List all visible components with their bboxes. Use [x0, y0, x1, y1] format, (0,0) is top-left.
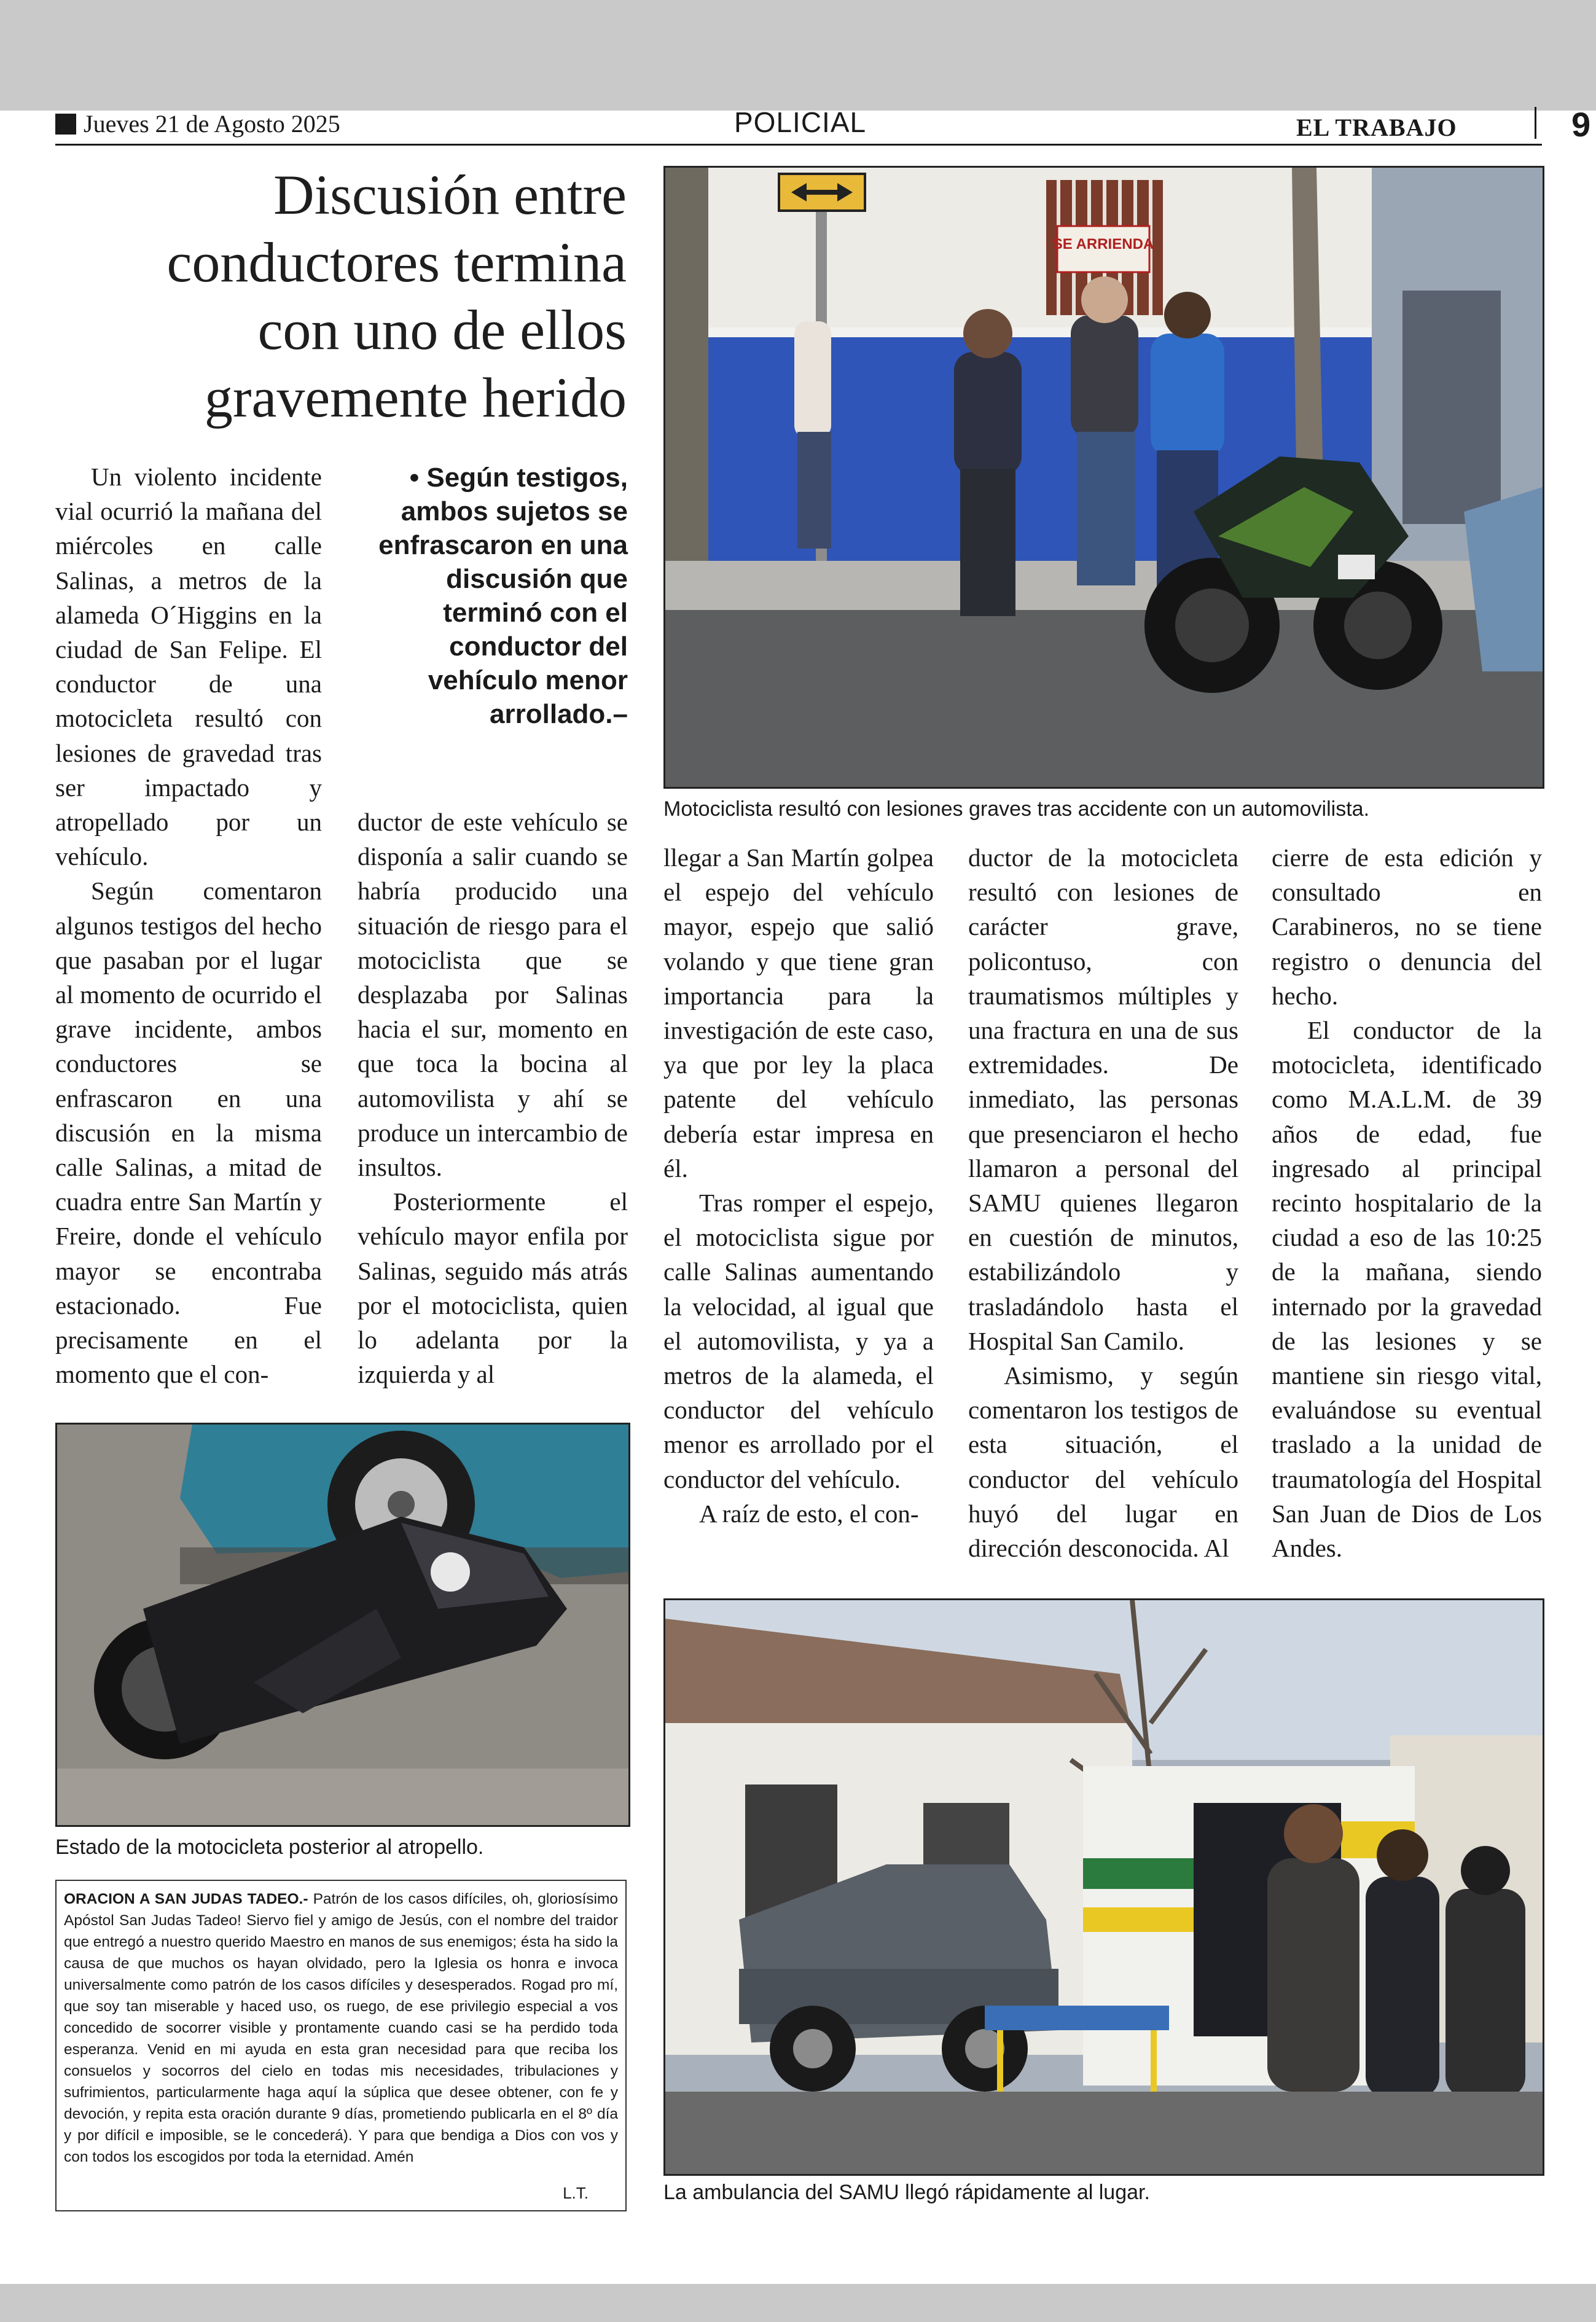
article-paragraph: A raíz de esto, el con-	[699, 1499, 919, 1528]
issue-date	[55, 109, 340, 138]
top-margin-bar	[0, 0, 1596, 111]
prayer-text: Patrón de los casos difíciles, oh, gloriosísimo Apóstol San Judas Tadeo! Siervo fiel y amigo de Jesús, con el nombre del traidor que entregó a nuestro querido Maestro en manos de sus enemigos; ésta ha sido la causa de que muchos os hayan olvidado, pero la Iglesia os honra e invoca universalmente como patrón de los casos difíciles y desesperados. Rogad pro mí, que soy tan miserable y haced uso, os ruego, de ese privilegio especial a vos concedido de socorrer visible y prontamente cuando casi se ha perdido toda esperanza. Venid en mi ayuda en esta gran necesidad para que reciba los consuelos y socorros del cielo en todas mis necesidades, tribulaciones y sufrimientos, particularmente haga aquí la súplica que desee obtener, con fe y devoción, y repita esta oración durante 9 días, prometiendo publicarla en el 8º día y por difícil e imposible, se le concederá). Y para que bendiga a Dios con vos y con todos los escogidos por toda la eternidad. Amén	[64, 1891, 619, 2165]
article-column-4	[968, 840, 1238, 1565]
prayer-box	[55, 1880, 627, 2211]
article-column-2	[358, 805, 628, 1391]
article-paragraph: cierre de esta edición y consultado en Carabineros, no se tiene registro o denuncia del hecho.	[1272, 843, 1542, 1010]
page-header	[55, 104, 1591, 144]
article-paragraph: Posteriormente el vehículo mayor enfila por Salinas, seguido más atrás por el motociclista, quien lo adelanta por la izquierda y al	[358, 1187, 628, 1389]
article-paragraph: ductor de este vehículo se disponía a salir cuando se habría producido una situación de riesgo para el motociclista que se desplazaba por Salinas hacia el sur, momento en que toca la bocina al automovilista y ahí se produce un intercambio de insultos.	[358, 808, 628, 1182]
pull-quote: • Según testigos, ambos sujetos se enfrascaron en una discusión que terminó con el conductor del vehículo menor arrollado.–	[378, 463, 628, 729]
bottom-margin-bar	[0, 2284, 1596, 2322]
article-paragraph: Tras romper el espejo, el motociclista sigue por calle Salinas aumentando la velocidad, al igual que el automovilista, y ya a metros de la alameda, el conductor del vehículo menor es arrollado por el conductor del vehículo.	[663, 1189, 934, 1493]
article-headline: Discusión entre conductores termina con uno de ellos gravemente herido	[166, 163, 627, 429]
prayer-signature: L.T.	[563, 2184, 589, 2202]
top-photo-caption: Motociclista resultó con lesiones graves tras accidente con un automovilista.	[663, 797, 1370, 821]
prayer-title: ORACION A SAN JUDAS TADEO.-	[64, 1891, 308, 1907]
street-scene-illustration	[665, 168, 1543, 787]
article-paragraph: ductor de la motocicleta resultó con lesiones de carácter grave, policontuso, con traumatismos múltiples y una fractura en una de sus extremidades. De inmediato, las personas que presenciaron el hecho llamaron a personal del SAMU quienes llegaron en cuestión de minutos, estabilizándolo y trasladándolo hasta el Hospital San Camilo.	[968, 843, 1238, 1355]
crashed-motorcycle-illustration	[57, 1425, 628, 1825]
square-bullet-icon	[55, 114, 76, 135]
newspaper-name: EL TRABAJO	[1296, 114, 1457, 141]
header-separator	[1535, 107, 1536, 139]
page-number: 9	[1571, 105, 1591, 144]
article-paragraph: Asimismo, y según comentaron los testigos de esta situación, el conductor del vehículo huyó del lugar en dirección desconocida. Al	[968, 1361, 1238, 1563]
article-paragraph: Un violento incidente vial ocurrió la mañana del miércoles en calle Salinas, a metros de la alameda O´Higgins en la ciudad de San Felipe. El conductor de una motocicleta resultó con lesiones de gravedad tras ser impactado y atropellado por un vehículo.	[55, 463, 322, 871]
article-column-5	[1272, 840, 1542, 1565]
article-paragraph: llegar a San Martín golpea el espejo del vehículo mayor, espejo que salió volando y que tiene gran importancia para la investigación de este caso, ya que por ley la placa patente del vehículo debería estar impresa en él.	[663, 843, 934, 1182]
issue-date-text: Jueves 21 de Agosto 2025	[84, 110, 340, 138]
photo-street-scene	[663, 166, 1544, 789]
article-paragraph: El conductor de la motocicleta, identificado como M.A.L.M. de 39 años de edad, fue ingresado al principal recinto hospitalario de la ciudad a eso de las 10:25 de la mañana, siendo internado por la gravedad de las lesiones y se mantiene sin riesgo vital, evaluándose su eventual traslado a la unidad de traumatología del Hospital San Juan de Dios de Los Andes.	[1272, 1016, 1542, 1563]
section-title: POLICIAL	[734, 106, 867, 138]
article-paragraph: Según comentaron algunos testigos del hecho que pasaban por el lugar al momento de ocurrido el grave incidente, ambos conductores se enfrascaron en una discusión en la misma calle Salinas, a mitad de cuadra entre San Martín y Freire, donde el vehículo mayor se encontraba estacionado. Fue precisamente en el momento que el con-	[55, 877, 322, 1389]
header-rule	[55, 144, 1542, 146]
photo-ambulance-scene	[663, 1598, 1544, 2176]
article-column-3	[663, 840, 934, 1531]
ambulance-scene-illustration	[665, 1600, 1543, 2174]
shop-sign-text: SE ARRIENDA	[1052, 236, 1154, 252]
article-column-1	[55, 459, 322, 1391]
ambulance	[1083, 1766, 1415, 2086]
left-photo-caption: Estado de la motocicleta posterior al atropello.	[55, 1835, 484, 1859]
bottom-photo-caption: La ambulancia del SAMU llegó rápidamente al lugar.	[663, 2181, 1150, 2204]
photo-crashed-motorcycle	[55, 1423, 630, 1827]
